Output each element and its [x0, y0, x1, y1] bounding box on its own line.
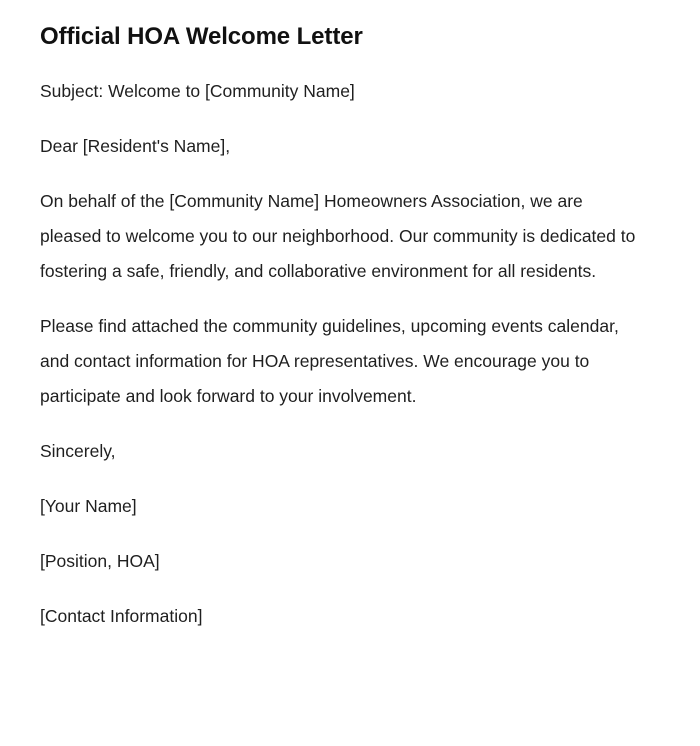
subject-line: Subject: Welcome to [Community Name] [40, 81, 355, 101]
letter-body [40, 74, 644, 634]
closing-salutation: Sincerely, [40, 441, 116, 461]
salutation: Dear [Resident's Name], [40, 136, 231, 156]
signature-contact: [Contact Information] [40, 606, 203, 626]
signature-position: [Position, HOA] [40, 551, 160, 571]
signature-name: [Your Name] [40, 496, 137, 516]
page-title: Official HOA Welcome Letter [40, 23, 363, 50]
body-paragraph-1: On behalf of the [Community Name] Homeowners Association, we are pleased to welcome you to our neighborhood. Our community is dedicated to fostering a safe, friendly, and collaborative environment for all residents. [40, 191, 636, 281]
body-paragraph-2: Please find attached the community guidelines, upcoming events calendar, and contact information for HOA representatives. We encourage you to participate and look forward to your involvement. [40, 316, 619, 406]
